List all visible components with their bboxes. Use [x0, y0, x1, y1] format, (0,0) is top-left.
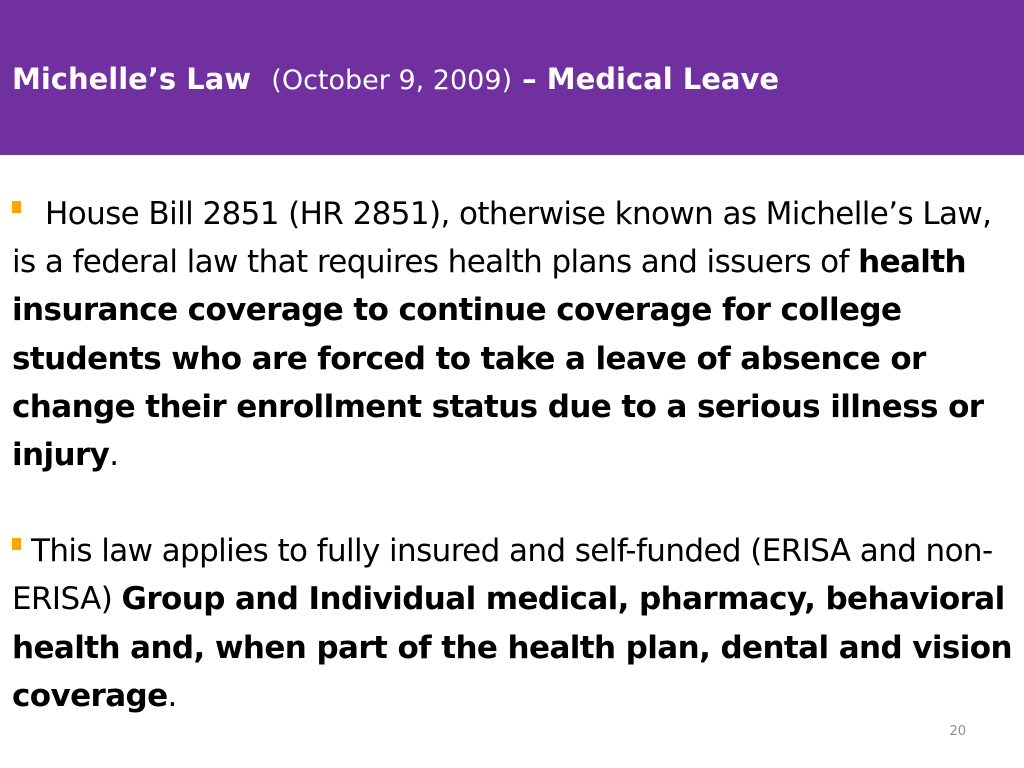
- bullet-paragraph-2: [12, 527, 1012, 720]
- title-suffix: – Medical Leave: [522, 62, 780, 96]
- slide-body: [12, 190, 1012, 720]
- bullet-1-end: .: [109, 437, 119, 474]
- page-number: 20: [949, 724, 966, 739]
- title-date: (October 9, 2009): [271, 65, 513, 96]
- orange-square-bullet-icon: [12, 538, 21, 550]
- bullet-paragraph-1: [12, 190, 1012, 479]
- bullet-1-bold-text: health insurance coverage to continue coverage for college students who are forced to take a leave of absence or change their enrollment status due to a serious illness or injury: [12, 244, 984, 474]
- title-bar: [0, 0, 1024, 155]
- title-main: Michelle’s Law: [12, 62, 252, 96]
- bullet-2-text: This law applies to fully insured and self-funded (ERISA and non-ERISA): [12, 533, 993, 618]
- orange-square-bullet-icon: [12, 201, 21, 213]
- bullet-1-text: House Bill 2851 (HR 2851), otherwise known as Michelle’s Law, is a federal law that requires health plans and issuers of: [12, 196, 992, 281]
- bullet-2-end: .: [167, 677, 177, 714]
- slide-title: [12, 57, 779, 103]
- bullet-2-bold-text: Group and Individual medical, pharmacy, behavioral health and, when part of the health plan, dental and vision coverage: [12, 581, 1012, 714]
